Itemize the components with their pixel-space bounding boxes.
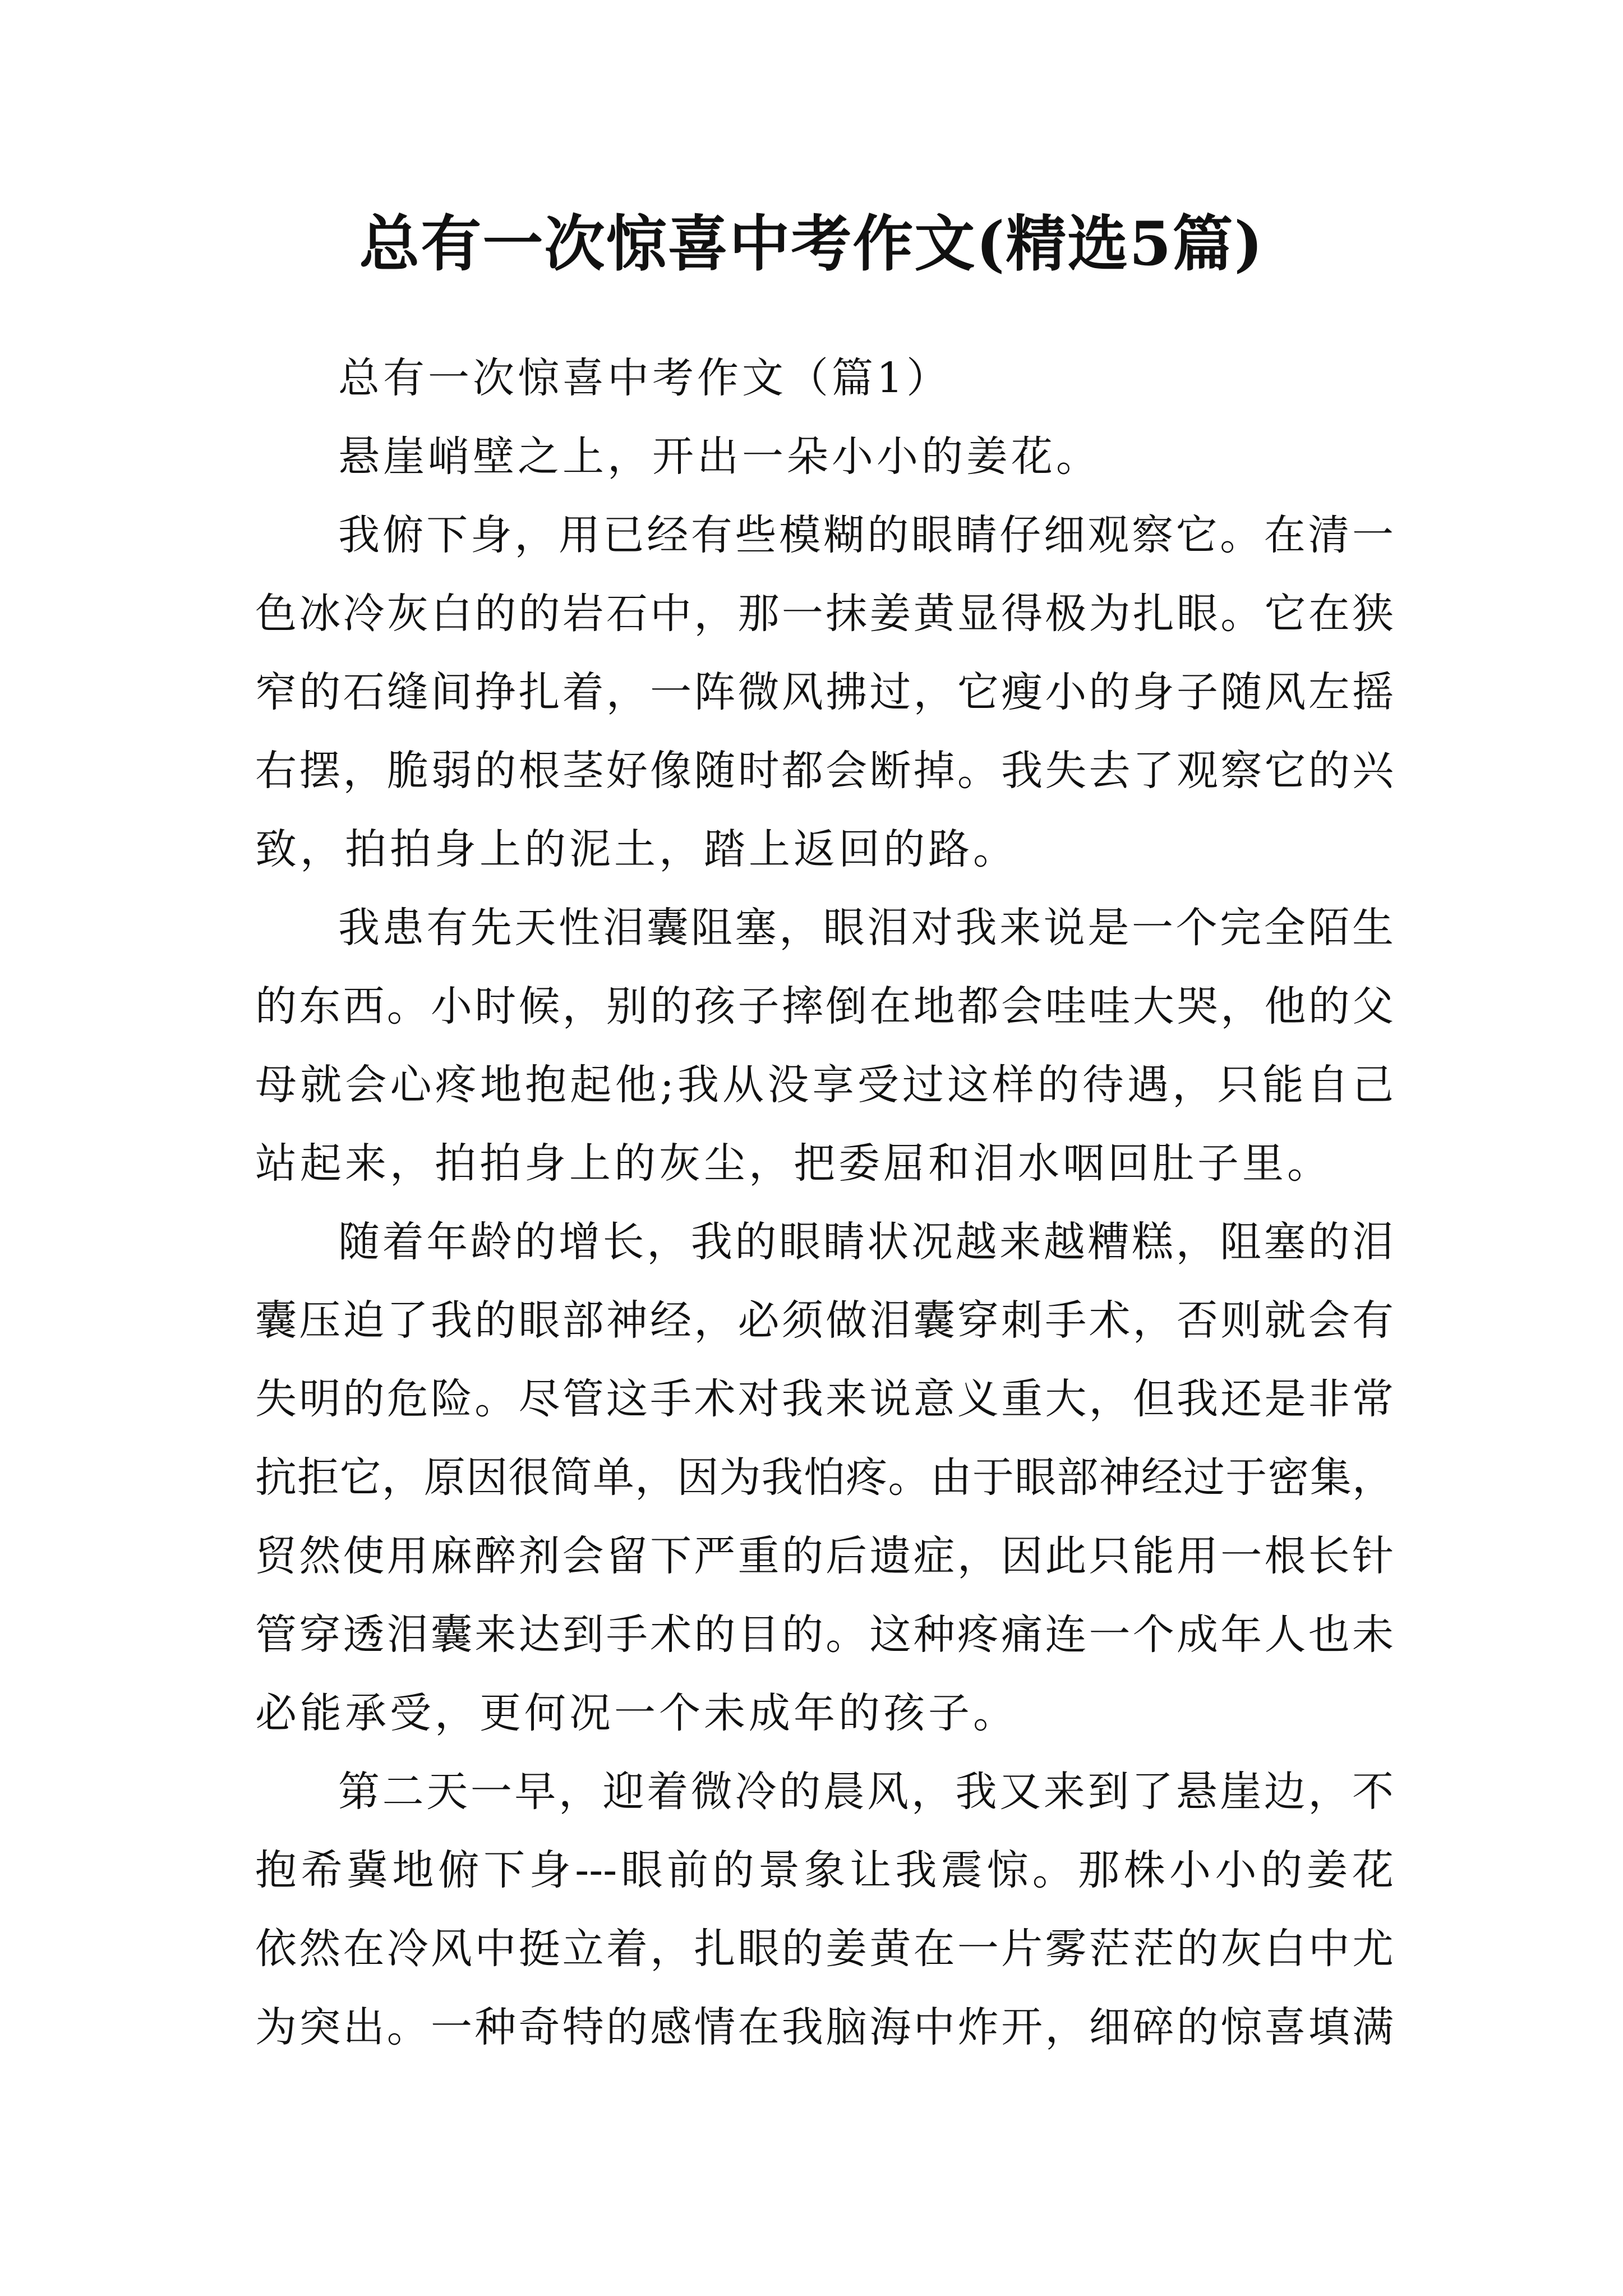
- text-line: 悬崖峭壁之上，开出一朵小小的姜花。: [338, 432, 1101, 481]
- text-line: 我患有先天性泪囊阻塞，眼泪对我来说是一个完全陌生: [338, 904, 1394, 952]
- text-line: 致，拍拍身上的泥土，踏上返回的路。: [255, 825, 1018, 873]
- document-title: 总有一次惊喜中考作文(精选5篇): [359, 209, 1264, 279]
- text-line: 管穿透泪囊来达到手术的目的。这种疼痛连一个成年人也未: [255, 1611, 1394, 1659]
- text-line: 失明的危险。尽管这手术对我来说意义重大，但我还是非常: [255, 1375, 1394, 1423]
- text-line: 抗拒它，原因很简单，因为我怕疼。由于眼部神经过于密集，: [255, 1453, 1394, 1502]
- text-line: 贸然使用麻醉剂会留下严重的后遗症，因此只能用一根长针: [255, 1532, 1394, 1580]
- section-heading: 总有一次惊喜中考作文（篇1）: [338, 354, 952, 402]
- text-line: 为突出。一种奇特的感情在我脑海中炸开，细碎的惊喜填满: [255, 2003, 1394, 2051]
- text-line: 第二天一早，迎着微冷的晨风，我又来到了悬崖边，不: [338, 1768, 1394, 1816]
- document-body: [255, 339, 1394, 2067]
- text-line: 站起来，拍拍身上的灰尘，把委屈和泪水咽回肚子里。: [255, 1139, 1332, 1188]
- text-line: 色冰冷灰白的的岩石中，那一抹姜黄显得极为扎眼。它在狭: [255, 590, 1394, 638]
- text-line: 的东西。小时候，别的孩子摔倒在地都会哇哇大哭，他的父: [255, 982, 1394, 1030]
- text-line: 依然在冷风中挺立着，扎眼的姜黄在一片雾茫茫的灰白中尤: [255, 1925, 1394, 1973]
- text-line: 母就会心疼地抱起他;我从没享受过这样的待遇，只能自己: [255, 1061, 1394, 1109]
- text-line: 窄的石缝间挣扎着，一阵微风拂过，它瘦小的身子随风左摇: [255, 668, 1394, 716]
- text-line: 右摆，脆弱的根茎好像随时都会断掉。我失去了观察它的兴: [255, 747, 1394, 795]
- text-line: 随着年龄的增长，我的眼睛状况越来越糟糕，阻塞的泪: [338, 1218, 1394, 1266]
- text-line: 抱希冀地俯下身---眼前的景象让我震惊。那株小小的姜花: [255, 1846, 1394, 1894]
- text-line: 我俯下身，用已经有些模糊的眼睛仔细观察它。在清一: [338, 511, 1394, 559]
- text-line: 囊压迫了我的眼部神经，必须做泪囊穿刺手术，否则就会有: [255, 1296, 1394, 1345]
- text-line: 必能承受，更何况一个未成年的孩子。: [255, 1689, 1018, 1737]
